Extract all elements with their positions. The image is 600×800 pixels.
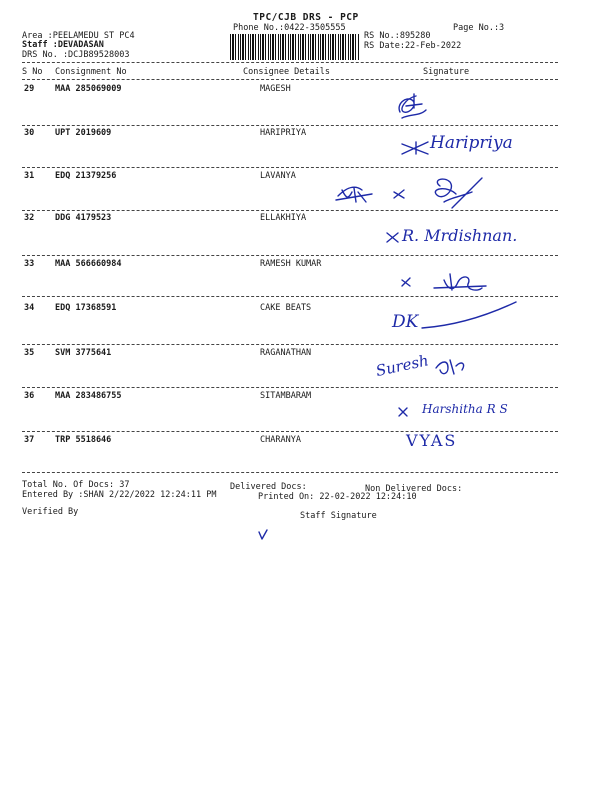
entered-by: Entered By :SHAN 2/22/2022 12:24:11 PM xyxy=(22,490,217,500)
divider xyxy=(22,255,558,256)
divider xyxy=(22,387,558,388)
divider xyxy=(22,472,558,473)
col-consignment: Consignment No xyxy=(55,67,127,77)
row-sno: 29 xyxy=(24,84,35,94)
document-title: TPC/CJB DRS - PCP xyxy=(253,12,359,23)
drs-number: DRS No. :DCJB89528003 xyxy=(22,50,130,60)
row-consignee: CAKE BEATS xyxy=(260,303,312,313)
row-consignment: SVM 3775641 xyxy=(55,348,112,358)
divider xyxy=(22,125,558,126)
row-sno: 30 xyxy=(24,128,35,138)
delivered-docs: Delivered Docs: xyxy=(230,482,307,492)
col-signature: Signature xyxy=(423,67,470,77)
signature-mark xyxy=(432,354,472,378)
row-consignment: MAA 285069009 xyxy=(55,84,122,94)
signature-mark xyxy=(396,405,412,419)
signature-text: Harshitha R S xyxy=(422,402,508,416)
divider xyxy=(22,210,558,211)
row-sno: 34 xyxy=(24,303,35,313)
row-consignee: HARIPRIYA xyxy=(260,128,307,138)
row-consignment: TRP 5518646 xyxy=(55,435,112,445)
signature-mark xyxy=(392,90,432,124)
col-sno: S No xyxy=(22,67,43,77)
rs-number: RS No.:895280 xyxy=(364,31,431,41)
verified-by-label: Verified By xyxy=(22,507,79,517)
area-label: Area :PEELAMEDU ST PC4 xyxy=(22,31,135,41)
row-consignment: MAA 566660984 xyxy=(55,259,122,269)
row-consignee: ELLAKHIYA xyxy=(260,213,307,223)
row-sno: 31 xyxy=(24,171,35,181)
row-sno: 35 xyxy=(24,348,35,358)
barcode xyxy=(230,34,360,60)
row-sno: 37 xyxy=(24,435,35,445)
col-consignee: Consignee Details xyxy=(243,67,330,77)
rs-date: RS Date:22-Feb-2022 xyxy=(364,41,462,51)
row-sno: 36 xyxy=(24,391,35,401)
signature-text: Suresh xyxy=(374,351,431,380)
divider xyxy=(22,167,558,168)
signature-text: R. Mrdishnan. xyxy=(402,226,518,245)
tick-mark xyxy=(256,528,270,542)
divider xyxy=(22,431,558,432)
divider xyxy=(22,296,558,297)
row-consignee: CHARANYA xyxy=(260,435,301,445)
row-consignee: LAVANYA xyxy=(260,171,296,181)
row-consignment: UPT 2019609 xyxy=(55,128,112,138)
row-consignee: RAGANATHAN xyxy=(260,348,312,358)
signature-text: Haripriya xyxy=(430,133,513,153)
signature-mark xyxy=(420,298,530,334)
row-consignment: EDQ 17368591 xyxy=(55,303,117,313)
row-consignee: SITAMBARAM xyxy=(260,391,312,401)
signature-text: VYAS xyxy=(406,431,458,450)
row-sno: 33 xyxy=(24,259,35,269)
row-consignment: DDG 4179523 xyxy=(55,213,112,223)
row-consignee: MAGESH xyxy=(260,84,291,94)
signature-text: DK xyxy=(392,312,419,332)
non-delivered-docs: Non Delivered Docs: xyxy=(365,484,463,494)
divider xyxy=(22,344,558,345)
page-number: Page No.:3 xyxy=(453,23,505,33)
total-docs: Total No. Of Docs: 37 xyxy=(22,480,130,490)
printed-on: Printed On: 22-02-2022 12:24:10 xyxy=(258,492,417,502)
signature-mark xyxy=(384,230,404,246)
staff-signature-label: Staff Signature xyxy=(300,511,377,521)
row-consignment: EDQ 21379256 xyxy=(55,171,117,181)
signature-mark xyxy=(332,172,492,218)
row-consignment: MAA 283486755 xyxy=(55,391,122,401)
divider xyxy=(22,62,558,63)
divider xyxy=(22,79,558,80)
row-sno: 32 xyxy=(24,213,35,223)
phone-number: Phone No.:0422-3505555 xyxy=(233,23,346,33)
row-consignee: RAMESH KUMAR xyxy=(260,259,322,269)
staff-label: Staff :DEVADASAN xyxy=(22,40,104,50)
signature-mark xyxy=(396,268,496,298)
